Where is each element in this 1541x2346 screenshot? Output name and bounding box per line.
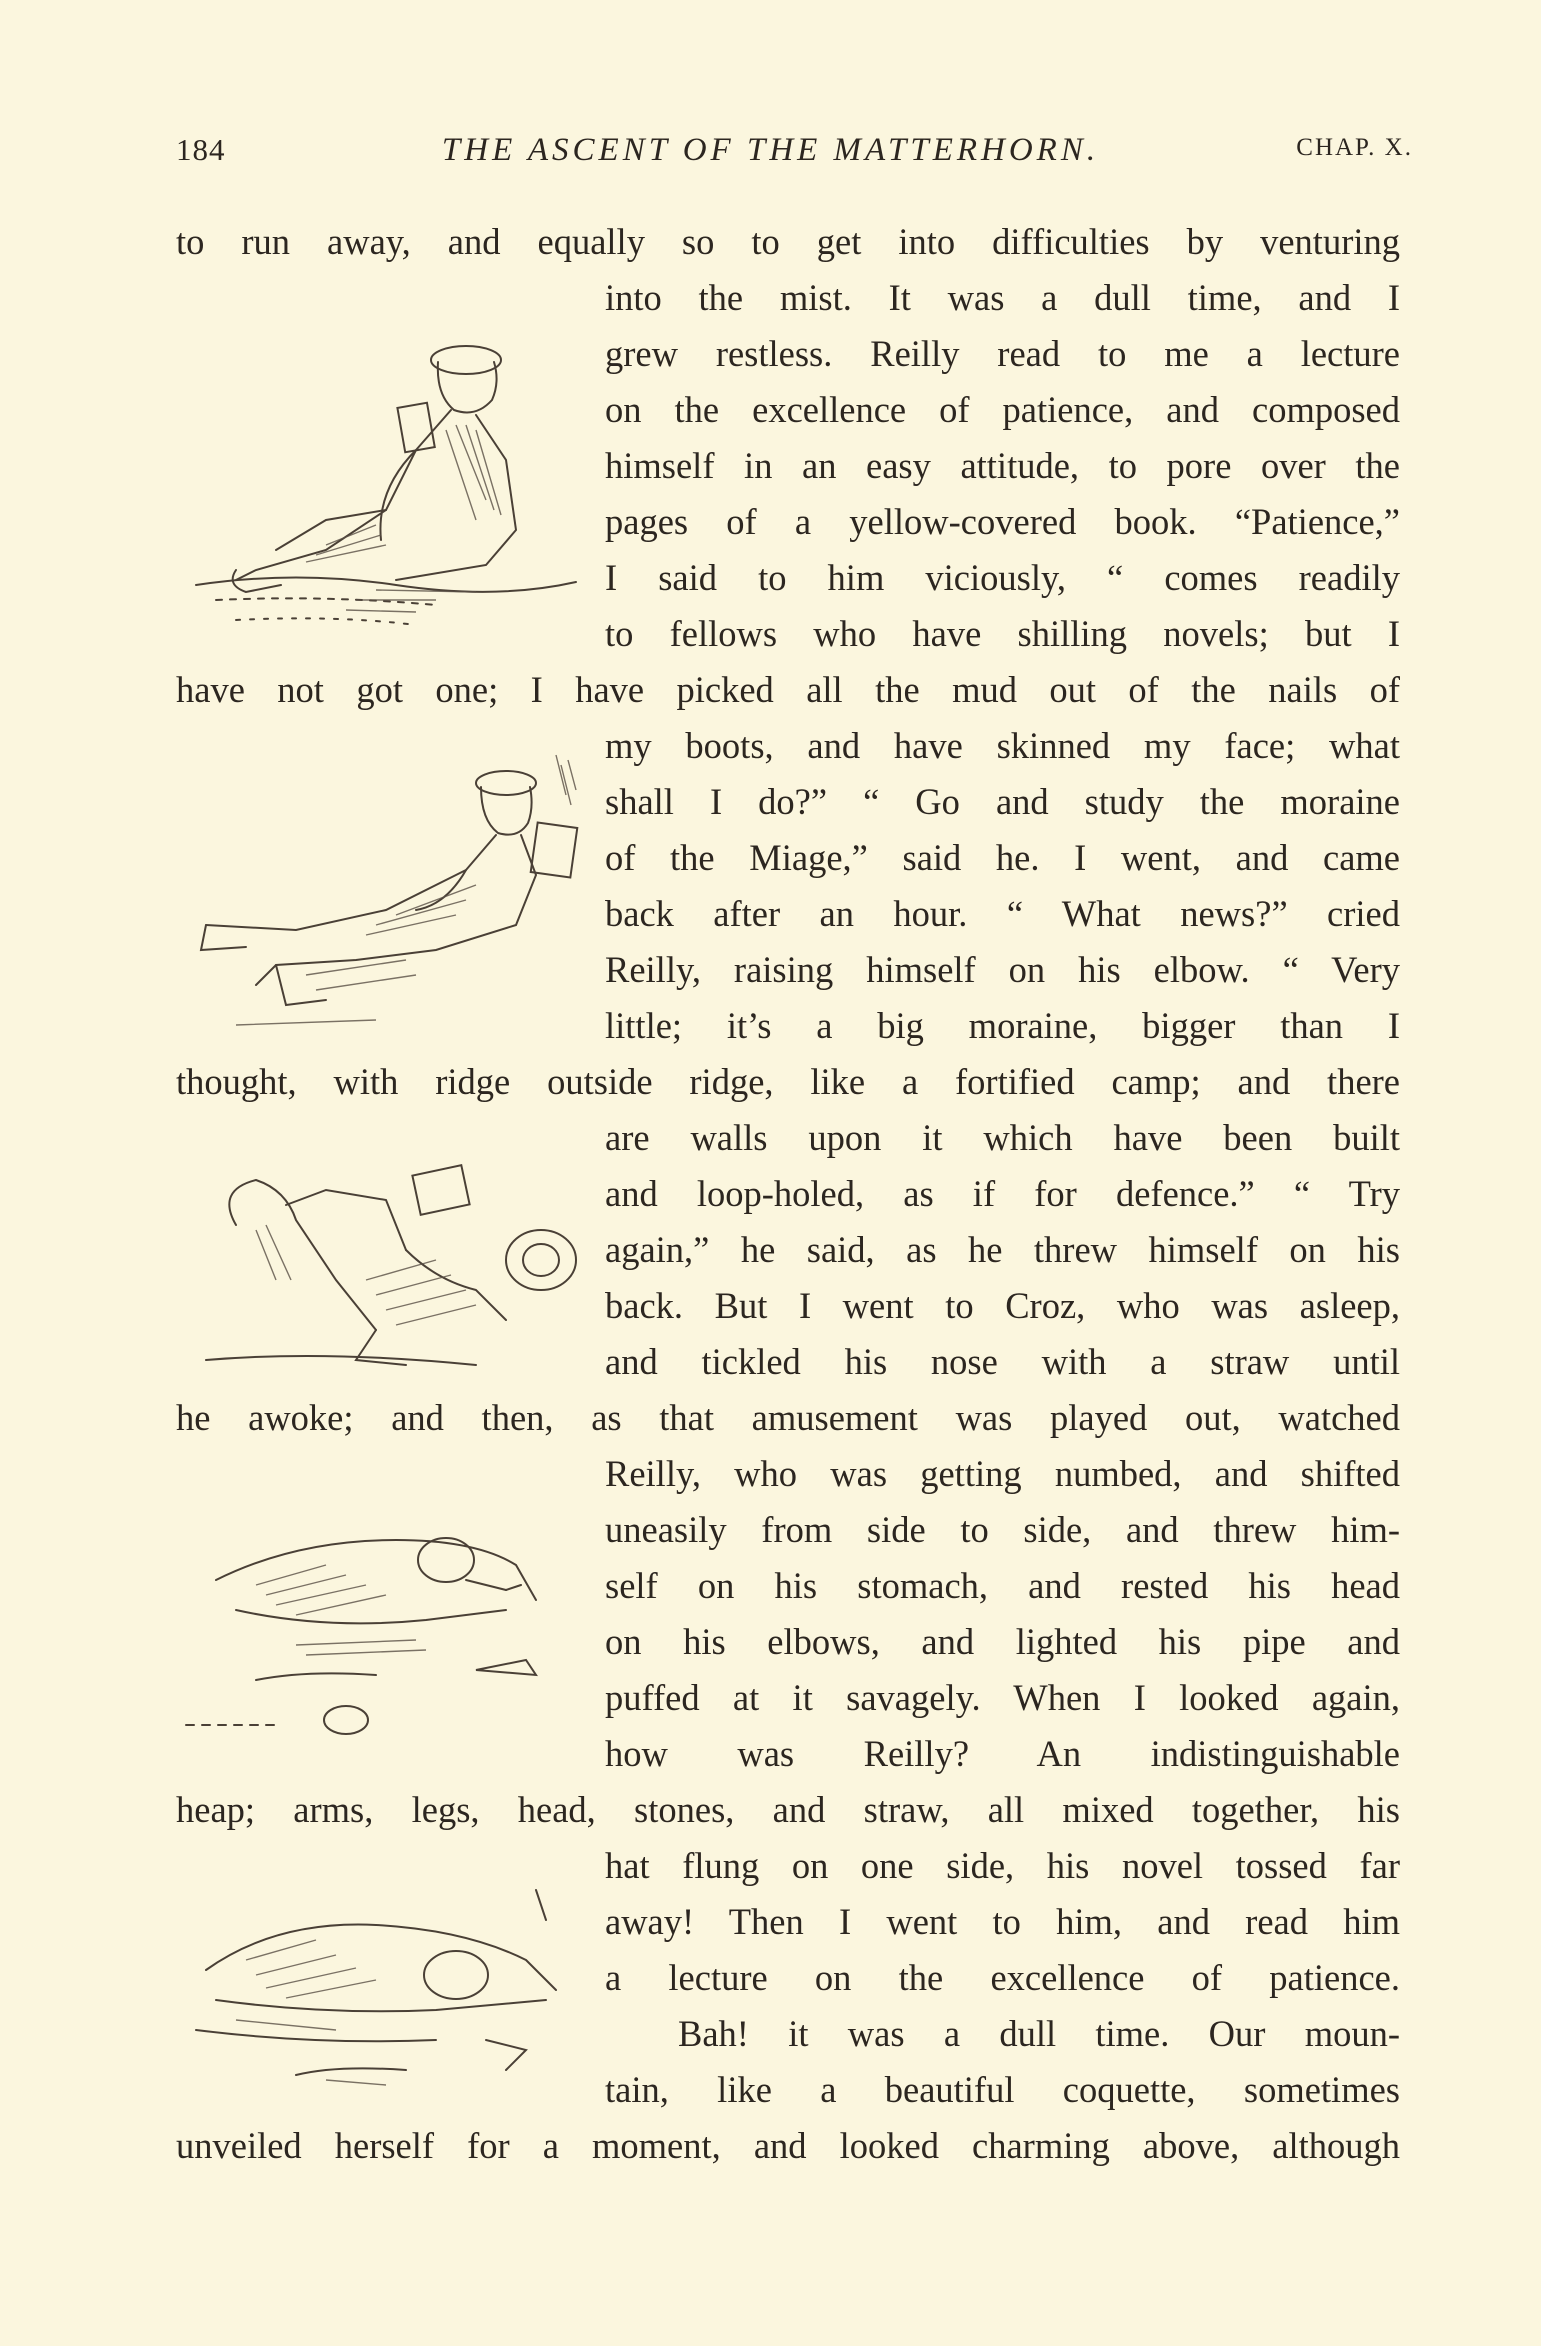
- text-line: thought, with ridge outside ridge, like a fortified camp; and there: [176, 1062, 1400, 1102]
- illustration-reilly-on-elbow: [176, 735, 596, 1055]
- text-line: again,” he said, as he threw himself on his: [605, 1230, 1400, 1270]
- text-line: grew restless. Reilly read to me a lecture: [605, 334, 1400, 374]
- text-line: and tickled his nose with a straw until: [605, 1342, 1400, 1382]
- text-line: on his elbows, and lighted his pipe and: [605, 1622, 1400, 1662]
- text-line: Reilly, who was getting numbed, and shifted: [605, 1454, 1400, 1494]
- text-line: how was Reilly? An indistinguishable: [605, 1734, 1400, 1774]
- illustration-reilly-on-stomach: [176, 1470, 596, 1770]
- text-line: tain, like a beautiful coquette, sometimes: [605, 2070, 1400, 2110]
- text-line: a lecture on the excellence of patience.: [605, 1958, 1400, 1998]
- text-line: of the Miage,” said he. I went, and came: [605, 838, 1400, 878]
- text-line: unveiled herself for a moment, and looked charming above, although: [176, 2126, 1400, 2166]
- text-line: self on his stomach, and rested his head: [605, 1566, 1400, 1606]
- text-line: and loop-holed, as if for defence.” “ Try: [605, 1174, 1400, 1214]
- text-line: away! Then I went to him, and read him: [605, 1902, 1400, 1942]
- text-line: uneasily from side to side, and threw him-: [605, 1510, 1400, 1550]
- text-line: I said to him viciously, “ comes readily: [605, 558, 1400, 598]
- text-line: Reilly, raising himself on his elbow. “ Very: [605, 950, 1400, 990]
- text-line: have not got one; I have picked all the mud out of the nails of: [176, 670, 1400, 710]
- text-line: my boots, and have skinned my face; what: [605, 726, 1400, 766]
- text-line: to fellows who have shilling novels; but I: [605, 614, 1400, 654]
- text-line: to run away, and equally so to get into difficulties by venturing: [176, 222, 1400, 262]
- illustration-reilly-reading: [176, 300, 596, 660]
- page-header: [0, 132, 1541, 172]
- text-line: back after an hour. “ What news?” cried: [605, 894, 1400, 934]
- text-line: hat flung on one side, his novel tossed far: [605, 1846, 1400, 1886]
- illustration-reilly-on-back: [176, 1130, 596, 1390]
- text-line: back. But I went to Croz, who was asleep,: [605, 1286, 1400, 1326]
- page-number: 184: [176, 132, 226, 167]
- text-line: into the mist. It was a dull time, and I: [605, 278, 1400, 318]
- text-line: little; it’s a big moraine, bigger than I: [605, 1006, 1400, 1046]
- text-line: are walls upon it which have been built: [605, 1118, 1400, 1158]
- text-line: Bah! it was a dull time. Our moun-: [678, 2014, 1400, 2054]
- illustration-reilly-heap: [176, 1880, 596, 2120]
- text-line: shall I do?” “ Go and study the moraine: [605, 782, 1400, 822]
- text-line: on the excellence of patience, and composed: [605, 390, 1400, 430]
- running-title: THE ASCENT OF THE MATTERHORN.: [441, 132, 1100, 168]
- text-line: himself in an easy attitude, to pore over the: [605, 446, 1400, 486]
- text-line: he awoke; and then, as that amusement was played out, watched: [176, 1398, 1400, 1438]
- text-line: heap; arms, legs, head, stones, and straw, all mixed together, his: [176, 1790, 1400, 1830]
- text-line: pages of a yellow-covered book. “Patience,”: [605, 502, 1400, 542]
- chapter-label: CHAP. X.: [1296, 134, 1413, 161]
- text-line: puffed at it savagely. When I looked again,: [605, 1678, 1400, 1718]
